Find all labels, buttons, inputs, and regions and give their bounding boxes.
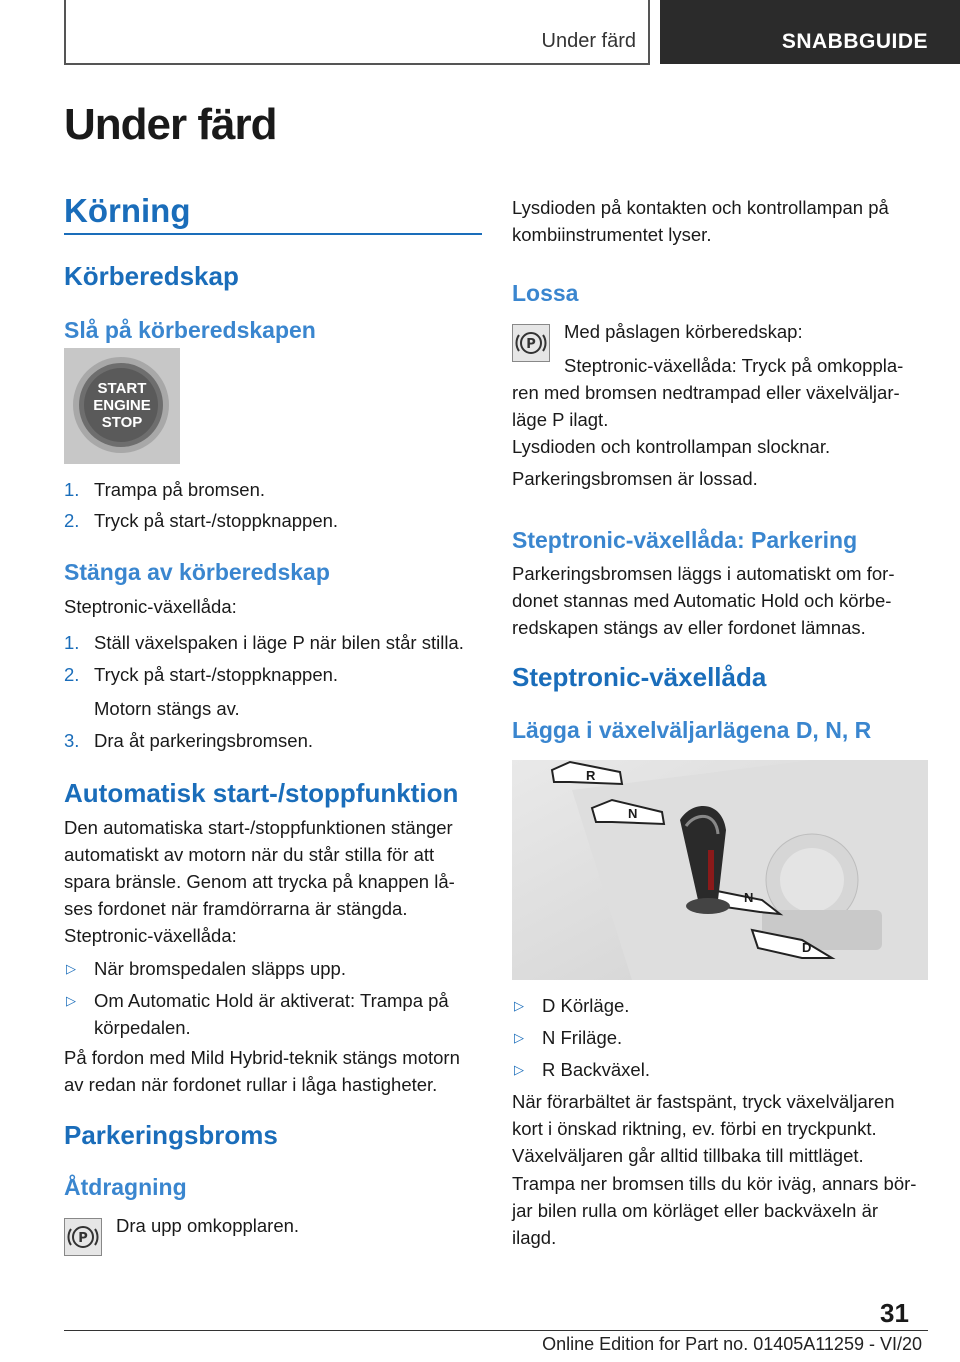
heading-sla-pa: Slå på körberedskapen: [64, 317, 316, 343]
gear-selector-image: [512, 760, 928, 980]
bullet-triangle-icon: ▷: [66, 961, 76, 976]
heading-atdragning: Åtdragning: [64, 1174, 187, 1200]
gear-selector-illustration: [512, 760, 928, 980]
heading-lossa: Lossa: [512, 280, 579, 306]
heading-korberedskap: Körberedskap: [64, 261, 239, 291]
step-text: Dra åt parkeringsbromsen.: [94, 730, 314, 751]
gear-label-n: N: [628, 806, 638, 821]
bullet-text: D Körläge.: [542, 995, 630, 1016]
bullet-text: Om Automatic Hold är aktiverat: Trampa på körpedalen.: [94, 990, 449, 1038]
header-rule-left: [64, 0, 66, 64]
header-section-label: Under färd: [541, 30, 636, 52]
paragraph: Parkeringsbromsen läggs i automatiskt om for- donet stannas med Automatic Hold och körbe- redskapen stängs av eller fordonet lämnas.: [512, 563, 895, 638]
heading-steptronic-vaxellada: Steptronic-växellåda: [512, 662, 767, 692]
step-text: Tryck på start-/stoppknappen.: [94, 510, 339, 531]
heading-stanga-av: Stänga av körberedskap: [64, 559, 330, 585]
paragraph: Dra upp omkopplaren.: [116, 1215, 300, 1236]
page-number: 31: [880, 1298, 909, 1328]
paragraph: På fordon med Mild Hybrid-teknik stängs motorn av redan när fordonet rullar i låga hastigheter.: [64, 1047, 460, 1095]
bullet-text: När bromspedalen släpps upp.: [94, 958, 346, 979]
step-number: 3.: [64, 730, 80, 751]
engine-label: ENGINE: [93, 397, 151, 414]
step-text: Motorn stängs av.: [94, 698, 240, 719]
start-stop-button-image: [64, 348, 180, 464]
bullet-triangle-icon: ▷: [66, 993, 76, 1008]
bullet-text: N Friläge.: [542, 1027, 623, 1048]
paragraph: Steptronic-växellåda: Tryck på omkoppla-: [564, 355, 904, 376]
paragraph: ren med bromsen nedtrampad eller växelväljar- läge P ilagt.: [512, 382, 900, 430]
parking-brake-icon: [512, 324, 550, 362]
gear-label-r: R: [586, 768, 596, 783]
step-text: Trampa på bromsen.: [94, 479, 266, 500]
footer-edition: Online Edition for Part no. 01405A11259 - VI/20: [542, 1334, 922, 1354]
header-rule-bottom: [64, 63, 650, 65]
footer-rule: [64, 1330, 928, 1331]
paragraph: Lysdioden på kontakten och kontrollampan på kombiinstrumentet lyser.: [512, 197, 889, 245]
parking-brake-icon: [64, 1218, 102, 1256]
paragraph: Steptronic-växellåda:: [64, 596, 237, 617]
bullet-triangle-icon: ▷: [514, 998, 524, 1013]
start-label: START: [97, 380, 147, 397]
step-number: 1.: [64, 632, 80, 653]
paragraph: Lysdioden och kontrollampan slocknar.: [512, 436, 831, 457]
paragraph: Trampa ner bromsen tills du kör iväg, annars bör- jar bilen rulla om körläget eller backväxeln är ilagd.: [512, 1173, 917, 1248]
step-number: 2.: [64, 510, 80, 531]
svg-text:P: P: [78, 1231, 88, 1246]
paragraph: När förarbältet är fastspänt, tryck växelväljaren kort i önskad riktning, ev. förbi en tryckpunkt. Växelväljaren går alltid tillbaka till mittläget.: [512, 1091, 895, 1166]
paragraph: Parkeringsbromsen är lossad.: [512, 468, 758, 489]
bullet-text: R Backväxel.: [542, 1059, 650, 1080]
step-text: Ställ växelspaken i läge P när bilen står stilla.: [94, 632, 464, 653]
step-number: 2.: [64, 664, 80, 685]
heading-parkeringsbroms: Parkeringsbroms: [64, 1120, 278, 1150]
gear-label-n: N: [744, 890, 754, 905]
heading-lagga-i: Lägga i växelväljarlägena D, N, R: [512, 717, 872, 743]
step-number: 1.: [64, 479, 80, 500]
paragraph: Steptronic-växellåda:: [64, 925, 237, 946]
svg-text:P: P: [526, 337, 536, 352]
heading-automatisk-start-stopp: Automatisk start-/stoppfunktion: [64, 778, 459, 808]
bullet-triangle-icon: ▷: [514, 1062, 524, 1077]
bullet-triangle-icon: ▷: [514, 1030, 524, 1045]
header-rule-mid: [648, 0, 650, 64]
page-title: Under färd: [64, 100, 277, 149]
header-tab-label[interactable]: SNABBGUIDE: [781, 30, 928, 53]
gear-label-d: D: [802, 940, 812, 955]
step-text: Tryck på start-/stoppknappen.: [94, 664, 339, 685]
paragraph: Den automatiska start-/stoppfunktionen stänger automatiskt av motorn när du står stilla för att spara bränsle. Genom att trycka på knappen lå- ses fordonet när framdörrarna är stängda.: [64, 817, 455, 919]
section-rule: [64, 233, 482, 235]
heading-steptronic-parkering: Steptronic-växellåda: Parkering: [512, 527, 858, 553]
section-korning: Körning: [64, 192, 191, 229]
stop-label: STOP: [101, 414, 143, 431]
paragraph: Med påslagen körberedskap:: [564, 321, 803, 342]
